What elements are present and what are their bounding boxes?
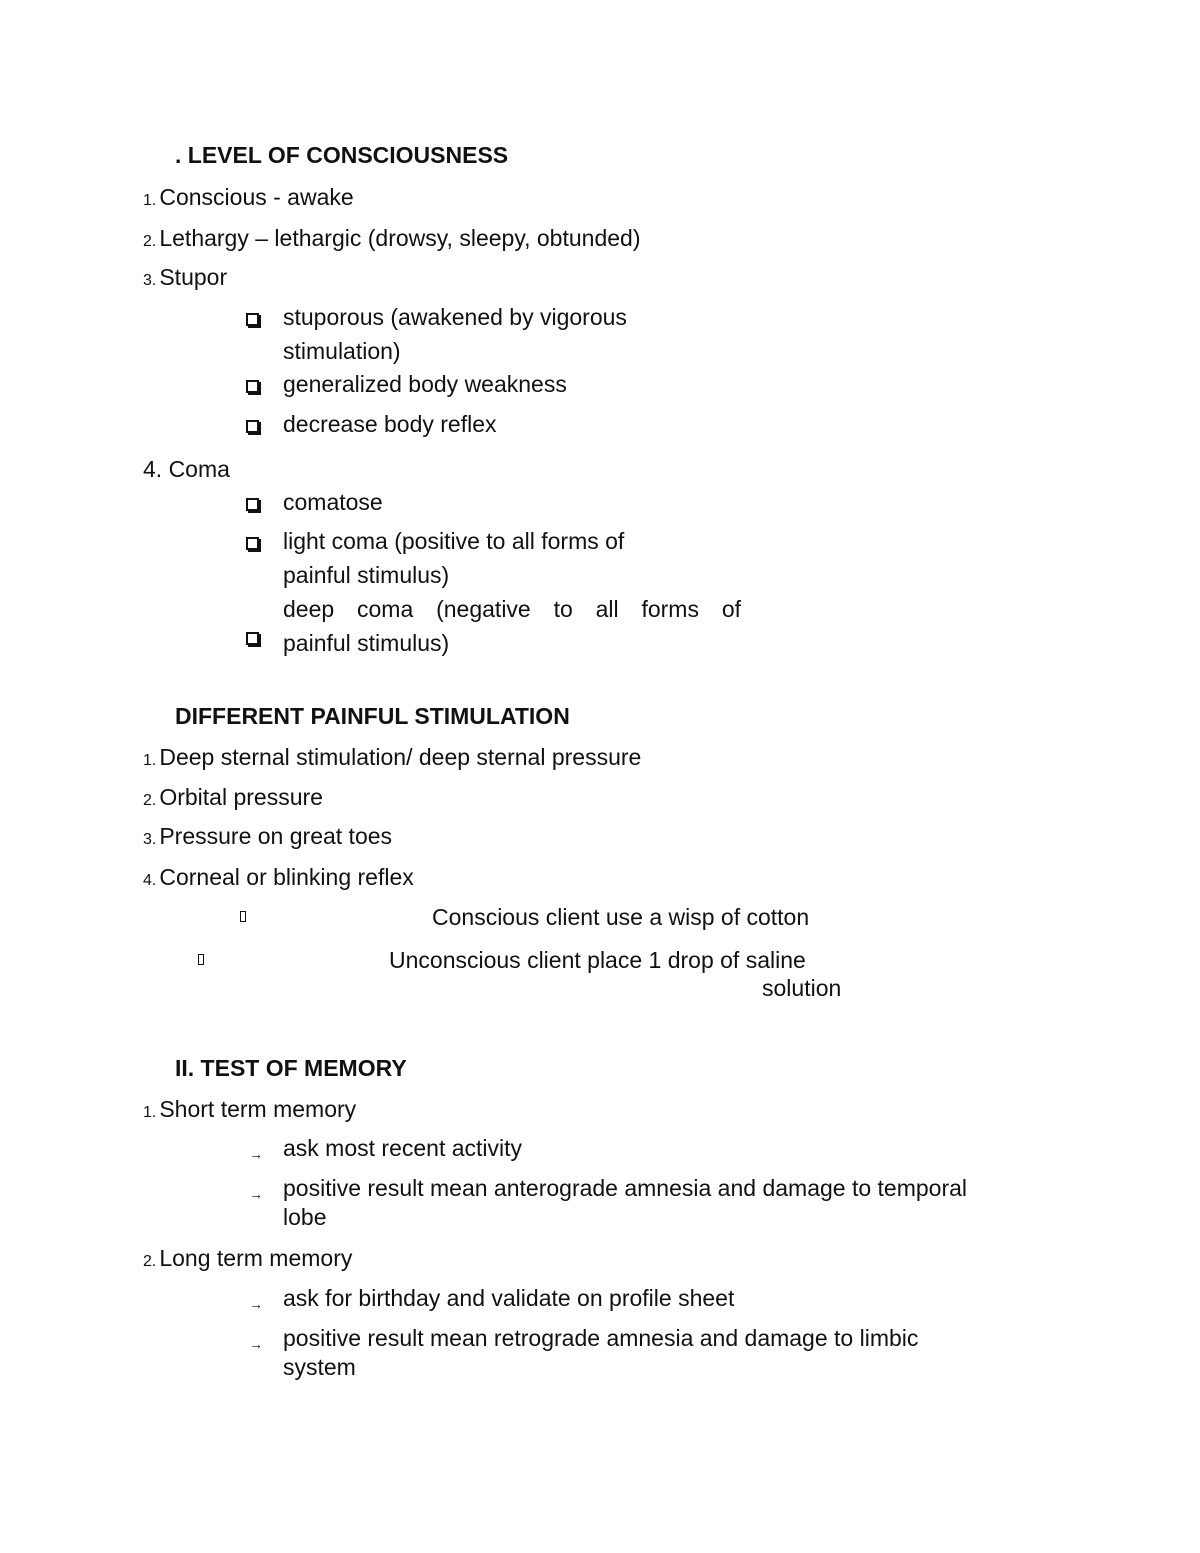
word: to [553,596,573,622]
bullet-text: Conscious client use a wisp of cotton [432,904,810,930]
bullet-text: system [283,1354,356,1380]
section-heading-memory: II. TEST OF MEMORY [175,1055,407,1081]
bullet-text: light coma (positive to all forms of [283,528,625,554]
list-item-text: Deep sternal stimulation/ deep sternal pressure [159,744,642,770]
list-number: 1. [143,752,157,769]
list-item [143,783,323,815]
section-heading-painful-stimulation: DIFFERENT PAINFUL STIMULATION [175,703,570,729]
list-item-text: Orbital pressure [159,784,323,810]
word: coma [357,596,414,622]
list-item-text: Pressure on great toes [159,823,393,849]
checkbox-bullet-icon [246,537,259,550]
bullet-text: positive result mean retrograde amnesia and damage to limbic [283,1325,919,1351]
bullet-text: ask most recent activity [283,1135,523,1161]
word: of [721,596,741,622]
bullet-text: ask for birthday and validate on profile sheet [283,1285,735,1311]
list-item [143,863,414,895]
list-number: 3. [143,272,157,289]
checkbox-bullet-icon [246,498,259,511]
checkbox-bullet-icon [246,420,259,433]
arrow-bullet-icon: → [249,1336,263,1352]
bullet-text: Unconscious client place 1 drop of saline [389,947,806,973]
bullet-text: generalized body weakness [283,371,567,397]
list-number: 4. [143,872,157,889]
list-item [143,183,354,215]
list-number: 2. [143,1253,157,1270]
list-item-text: Stupor [159,264,228,290]
word: all [595,596,619,622]
list-number: 2. [143,792,157,809]
list-number: 1. [143,192,157,209]
missing-glyph-bullet-icon [240,911,246,922]
bullet-text: comatose [283,489,383,515]
list-item [143,224,640,256]
bullet-text: painful stimulus) [283,562,450,588]
list-item [143,822,392,854]
checkbox-bullet-icon [246,632,259,645]
bullet-text: stimulation) [283,338,401,364]
arrow-bullet-icon: → [249,1296,263,1312]
list-item [143,263,227,295]
list-item [143,1095,356,1127]
list-item [143,743,641,775]
list-item-text: Short term memory [159,1096,357,1122]
list-item-text: Lethargy – lethargic (drowsy, sleepy, obtunded) [159,225,641,251]
bullet-text: positive result mean anterograde amnesia and damage to temporal [283,1175,968,1201]
word: (negative [436,596,531,622]
bullet-text: decrease body reflex [283,411,497,437]
word: forms [641,596,699,622]
list-item-text: Conscious - awake [159,184,354,210]
list-item-coma: 4. Coma [143,456,230,482]
list-number: 2. [143,233,157,250]
word: deep [283,596,335,622]
deep-coma-line [283,595,741,623]
list-item-text: Long term memory [159,1245,353,1271]
list-number: 1. [143,1104,157,1121]
bullet-text: lobe [283,1204,327,1230]
checkbox-bullet-icon [246,380,259,393]
checkbox-bullet-icon [246,313,259,326]
section-heading-consciousness: . LEVEL OF CONSCIOUSNESS [175,142,509,168]
list-item-text: Corneal or blinking reflex [159,864,414,890]
bullet-text: solution [762,975,842,1001]
arrow-bullet-icon: → [249,1146,263,1162]
bullet-text: stuporous (awakened by vigorous [283,304,627,330]
missing-glyph-bullet-icon [198,954,204,965]
bullet-text: painful stimulus) [283,630,450,656]
list-item [143,1244,352,1276]
arrow-bullet-icon: → [249,1186,263,1202]
list-number: 3. [143,831,157,848]
